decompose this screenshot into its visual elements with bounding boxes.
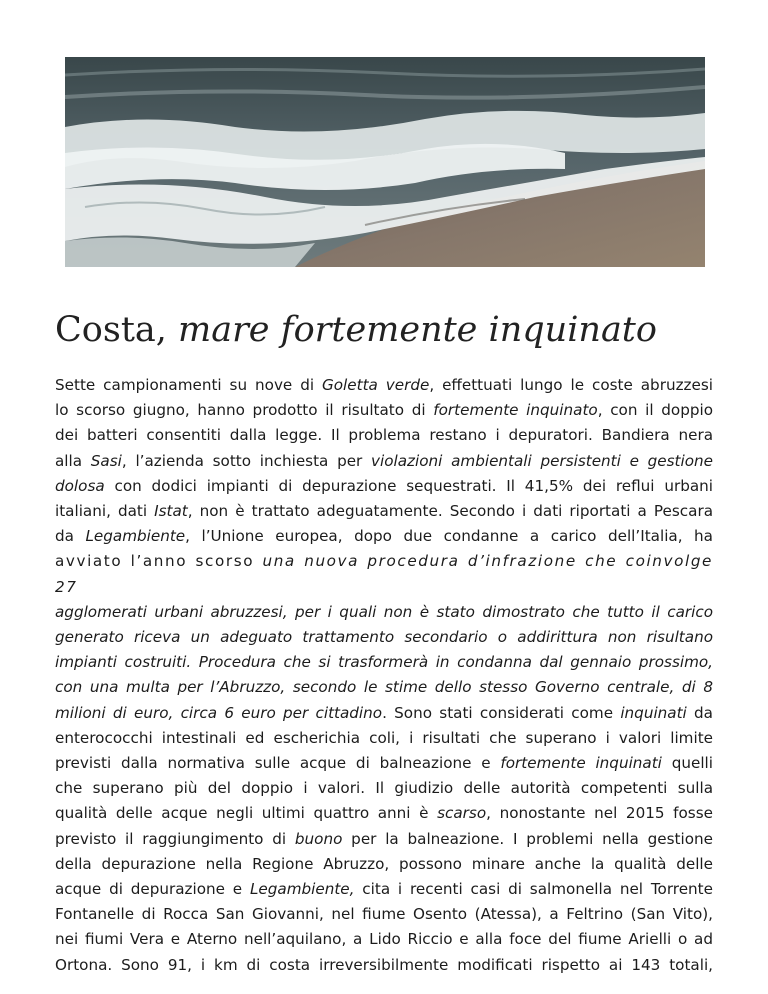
text-line: Sette campionamenti su nove di Goletta verde, effettuati lungo le coste abruzzesi (55, 376, 713, 394)
title-italic: mare fortemente inquinato (178, 310, 657, 350)
sea-photo (65, 57, 705, 267)
article-body (55, 373, 713, 978)
text-line: previsti dalla normativa sulle acque di balneazione e fortemente inquinati quelli (55, 754, 713, 773)
text-line: previsto il raggiungimento di buono per la balneazione. I problemi nella gestione (55, 829, 713, 848)
text-line: generato riceva un adeguato trattamento secondario o addirittura non risultano (55, 628, 713, 647)
text-line: milioni di euro, circa 6 euro per cittadino. Sono stati considerati come inquinati da (55, 703, 713, 722)
text-line: alla Sasi, l’azienda sotto inchiesta per violazioni ambientali persistenti e gestione (55, 451, 713, 470)
text-line: impianti costruiti. Procedura che si trasformerà in condanna dal gennaio prossimo, (55, 653, 713, 672)
text-line: qualità delle acque negli ultimi quattro anni è scarso, nonostante nel 2015 fosse (55, 804, 713, 823)
text-line: Fontanelle di Rocca San Giovanni, nel fiume Osento (Atessa), a Feltrino (San Vito), (55, 905, 713, 924)
text-line: agglomerati urbani abruzzesi, per i quali non è stato dimostrato che tutto il carico (55, 602, 713, 621)
text-line: con una multa per l’Abruzzo, secondo le stime dello stesso Governo centrale, di 8 (55, 678, 713, 697)
text-line: italiani, dati Istat, non è trattato adeguatamente. Secondo i dati riportati a Pescara (55, 502, 713, 521)
text-line: avviato l’anno scorso una nuova procedura d’infrazione che coinvolge 27 (55, 552, 713, 596)
text-line: enterococchi intestinali ed escherichia coli, i risultati che superano i valori limite (55, 728, 713, 747)
article-title (55, 306, 657, 354)
text-line: lo scorso giugno, hanno prodotto il risultato di fortemente inquinato, con il doppio (55, 401, 713, 420)
text-line: nei fiumi Vera e Aterno nell’aquilano, a Lido Riccio e alla foce del fiume Arielli o ad (55, 930, 713, 949)
text-line: Ortona. Sono 91, i km di costa irreversibilmente modificati rispetto ai 143 totali, (55, 955, 713, 974)
text-line: che superano più del doppio i valori. Il giudizio delle autorità competenti sulla (55, 779, 713, 798)
text-line: della depurazione nella Regione Abruzzo, possono minare anche la qualità delle (55, 854, 713, 873)
title-plain: Costa, (55, 310, 167, 350)
text-line: dei batteri consentiti dalla legge. Il problema restano i depuratori. Bandiera nera (55, 426, 713, 445)
text-line: dolosa con dodici impianti di depurazione sequestrati. Il 41,5% dei reflui urbani (55, 476, 713, 495)
text-line: acque di depurazione e Legambiente, cita i recenti casi di salmonella nel Torrente (55, 880, 713, 899)
text-line: da Legambiente, l’Unione europea, dopo due condanne a carico dell’Italia, ha (55, 527, 713, 546)
hero-image (65, 57, 705, 267)
